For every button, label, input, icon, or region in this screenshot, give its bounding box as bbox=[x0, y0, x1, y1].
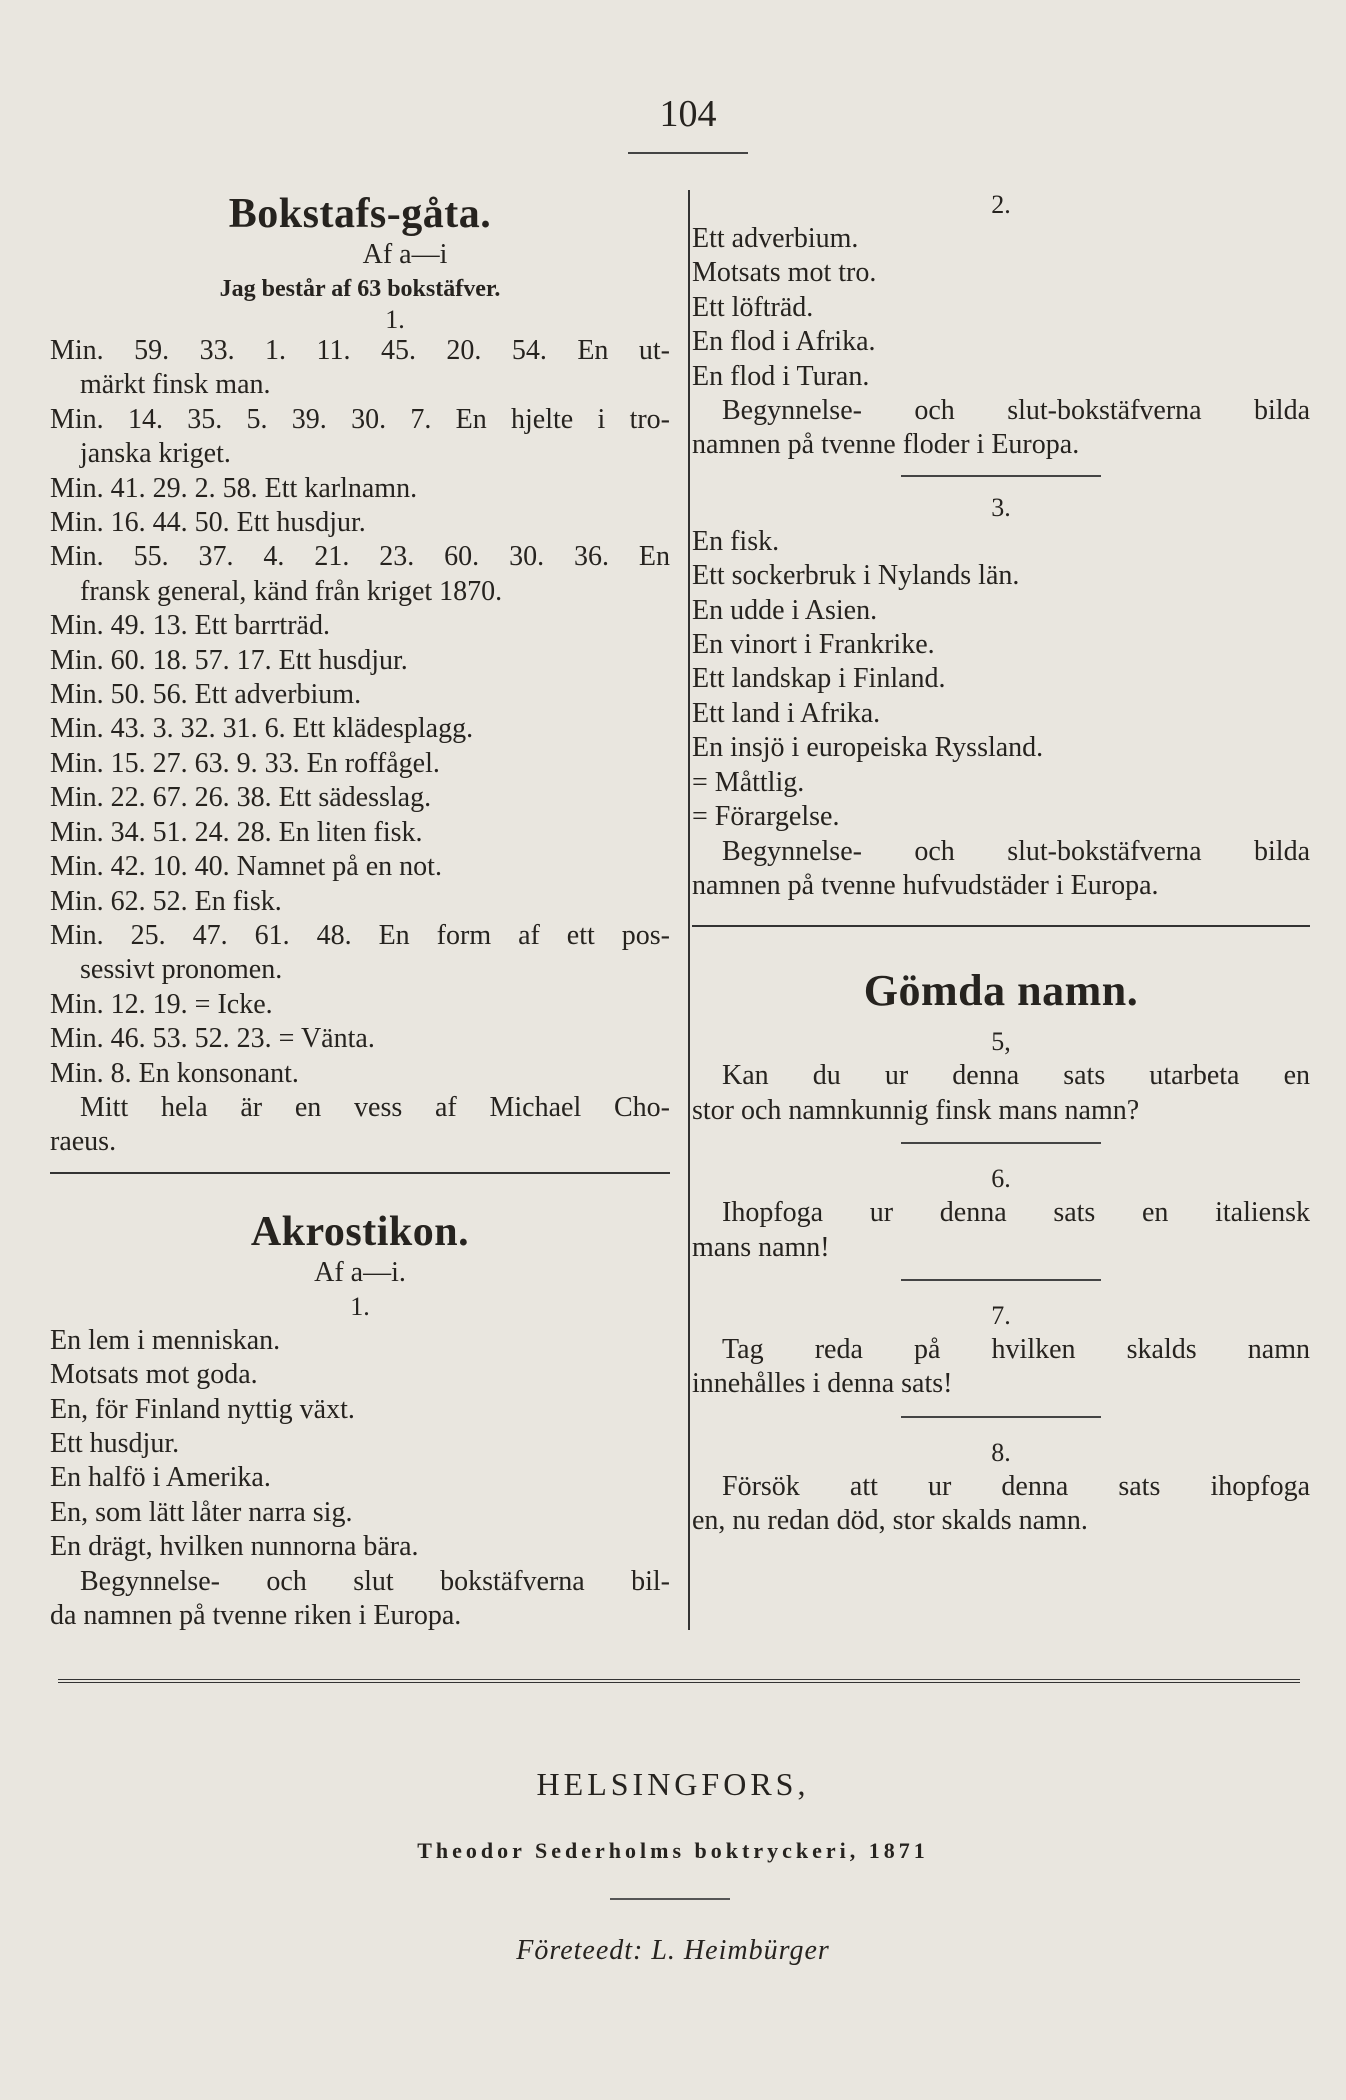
acrostic-lines bbox=[50, 1324, 670, 1634]
riddle-title: Bokstafs-gåta. bbox=[228, 191, 492, 237]
text-line: Min. 62. 52. En fisk. bbox=[50, 885, 282, 917]
text-line: Motsats mot tro. bbox=[692, 257, 877, 289]
text-line: da namnen på tvenne riken i Europa. bbox=[50, 1600, 462, 1631]
text-line: Motsats mot goda. bbox=[50, 1359, 258, 1391]
text-line: = Förargelse. bbox=[692, 801, 840, 833]
hidden-name-puzzle bbox=[692, 1025, 1310, 1144]
puzzle-line: Försök att ur denna sats ihopfoga bbox=[722, 1470, 1310, 1502]
hidden-name-puzzle bbox=[692, 1162, 1310, 1281]
column-separator bbox=[688, 190, 690, 1630]
hidden-names-title: Gömda namn. bbox=[863, 966, 1139, 1016]
riddle-number: 1. bbox=[385, 305, 405, 334]
puzzle-line: Kan du ur denna sats utarbeta en bbox=[722, 1060, 1310, 1092]
text-line: Ett land i Afrika. bbox=[692, 697, 881, 729]
puzzle-number: 8. bbox=[991, 1437, 1011, 1467]
puzzle-divider bbox=[901, 1416, 1101, 1418]
text-line: Ett sockerbruk i Nylands län. bbox=[692, 560, 1020, 592]
text-line: Min. 60. 18. 57. 17. Ett husdjur. bbox=[50, 644, 408, 676]
text-line: Begynnelse- och slut-bokstäfverna bilda bbox=[722, 395, 1310, 427]
riddle-lines bbox=[50, 334, 670, 1160]
text-line: Min. 15. 27. 63. 9. 33. En roffågel. bbox=[50, 747, 440, 779]
puzzle-divider bbox=[901, 1279, 1101, 1281]
page-number-rule bbox=[628, 152, 748, 154]
puzzle-divider bbox=[901, 1142, 1101, 1144]
text-line: Min. 34. 51. 24. 28. En liten fisk. bbox=[50, 816, 423, 848]
text-line: Ett landskap i Finland. bbox=[692, 663, 946, 695]
puzzle-number: 7. bbox=[991, 1300, 1011, 1330]
puzzle-line: Ihopfoga ur denna sats en italiensk bbox=[722, 1197, 1310, 1229]
text-line: = Måttlig. bbox=[692, 766, 805, 798]
text-line: Ett löfträd. bbox=[692, 291, 814, 323]
riddle-intro: Jag består af 63 bokstäfver. bbox=[219, 276, 501, 302]
text-line: En vinort i Frankrike. bbox=[692, 629, 935, 661]
acrostic-3-lines bbox=[692, 525, 1310, 903]
acrostic-title: Akrostikon. bbox=[250, 1208, 470, 1255]
acrostic-3-divider bbox=[692, 925, 1310, 927]
page-number: 104 bbox=[659, 93, 717, 135]
text-line: En, för Finland nyttig växt. bbox=[50, 1393, 355, 1425]
text-line: En udde i Asien. bbox=[692, 594, 878, 626]
text-line: En, som lätt låter narra sig. bbox=[50, 1496, 353, 1528]
text-line: Min. 49. 13. Ett barrträd. bbox=[50, 610, 330, 642]
footer-printer: Theodor Sederholms boktryckeri, 1871 bbox=[417, 1838, 929, 1863]
text-line: Begynnelse- och slut bokstäfverna bil- bbox=[80, 1565, 670, 1597]
text-line: Ett husdjur. bbox=[50, 1427, 180, 1459]
text-line: Min. 41. 29. 2. 58. Ett karlnamn. bbox=[50, 472, 418, 504]
text-line: märkt finsk man. bbox=[80, 369, 271, 401]
hidden-name-puzzle bbox=[692, 1299, 1310, 1418]
text-line: En fisk. bbox=[692, 525, 780, 557]
acrostic-2-lines bbox=[692, 222, 1310, 463]
text-line: Min. 8. En konsonant. bbox=[50, 1057, 299, 1089]
riddle-divider bbox=[50, 1172, 670, 1174]
text-line: sessivt pronomen. bbox=[80, 954, 283, 986]
puzzle-line: Tag reda på hvilken skalds namn bbox=[722, 1333, 1310, 1365]
acrostic-2 bbox=[692, 188, 1310, 463]
text-line: Min. 12. 19. = Icke. bbox=[50, 988, 273, 1020]
text-line: Min. 43. 3. 32. 31. 6. Ett klädesplagg. bbox=[50, 713, 474, 745]
text-line: Min. 42. 10. 40. Namnet på en not. bbox=[50, 851, 442, 883]
acrostic-number: 1. bbox=[350, 1291, 370, 1321]
puzzle-line: innehålles i denna sats! bbox=[692, 1368, 953, 1400]
text-line: En halfö i Amerika. bbox=[50, 1462, 271, 1494]
acrostic-3-number: 3. bbox=[991, 492, 1011, 522]
text-line: Min. 16. 44. 50. Ett husdjur. bbox=[50, 507, 366, 539]
footer-seller: Företeedt: L. Heimbürger bbox=[516, 1935, 830, 1966]
text-line: Min. 55. 37. 4. 21. 23. 60. 30. 36. En bbox=[50, 541, 670, 573]
puzzle-line: mans namn! bbox=[692, 1231, 830, 1263]
puzzle-line: stor och namnkunnig finsk mans namn? bbox=[692, 1094, 1140, 1126]
puzzle-line: en, nu redan död, stor skalds namn. bbox=[692, 1505, 1088, 1537]
riddle-author: Af a—i bbox=[362, 239, 448, 270]
text-line: Min. 25. 47. 61. 48. En form af ett pos- bbox=[50, 919, 670, 951]
text-line: fransk general, känd från kriget 1870. bbox=[80, 575, 503, 607]
footer-place: HELSINGFORS, bbox=[536, 1766, 810, 1802]
text-line: raeus. bbox=[50, 1126, 117, 1158]
text-line: Min. 14. 35. 5. 39. 30. 7. En hjelte i tro- bbox=[50, 403, 670, 435]
acrostic-2-number: 2. bbox=[991, 190, 1011, 219]
hidden-names bbox=[692, 967, 1310, 1538]
text-line: Min. 22. 67. 26. 38. Ett sädesslag. bbox=[50, 782, 432, 814]
acrostic bbox=[50, 1208, 670, 1634]
text-line: Min. 46. 53. 52. 23. = Vänta. bbox=[50, 1023, 375, 1055]
footer-inner-rule bbox=[610, 1898, 730, 1900]
acrostic-author: Af a—i. bbox=[314, 1256, 406, 1288]
hidden-names-puzzles bbox=[692, 1025, 1310, 1538]
text-line: janska kriget. bbox=[80, 438, 231, 470]
hidden-name-puzzle bbox=[692, 1436, 1310, 1539]
text-line: En flod i Turan. bbox=[692, 360, 870, 392]
left-column bbox=[50, 180, 670, 1633]
text-line: Min. 50. 56. Ett adverbium. bbox=[50, 679, 362, 711]
text-line: namnen på tvenne hufvudstäder i Europa. bbox=[692, 869, 1159, 901]
text-line: Min. 59. 33. 1. 11. 45. 20. 54. En ut- bbox=[50, 335, 670, 366]
text-line: Begynnelse- och slut-bokstäfverna bilda bbox=[722, 835, 1310, 867]
puzzle-number: 6. bbox=[991, 1164, 1011, 1194]
puzzle-number: 5, bbox=[991, 1027, 1011, 1057]
text-line: Ett adverbium. bbox=[692, 223, 859, 254]
text-line: En lem i menniskan. bbox=[50, 1324, 281, 1356]
text-line: En flod i Afrika. bbox=[692, 326, 876, 358]
text-line: En drägt, hvilken nunnorna bära. bbox=[50, 1531, 419, 1563]
acrostic-3 bbox=[692, 491, 1310, 903]
text-line: namnen på tvenne floder i Europa. bbox=[692, 429, 1080, 461]
letter-riddle bbox=[50, 190, 670, 1160]
text-line: Mitt hela är en vess af Michael Cho- bbox=[80, 1091, 670, 1123]
footer-rule bbox=[58, 1679, 1300, 1686]
text-line: En insjö i europeiska Ryssland. bbox=[692, 732, 1044, 764]
right-column bbox=[692, 180, 1310, 1539]
acrostic-2-divider bbox=[901, 475, 1101, 477]
